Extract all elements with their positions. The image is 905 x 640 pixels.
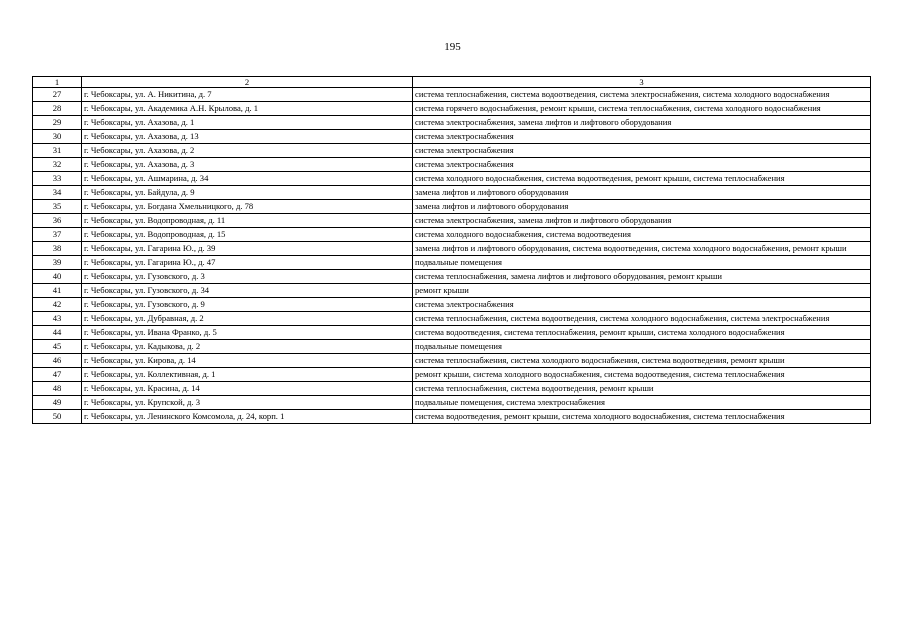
row-number-cell: 41 [33,284,82,298]
address-cell: г. Чебоксары, ул. Красина, д. 14 [82,382,413,396]
table-row [33,214,871,228]
address-cell: г. Чебоксары, ул. Байдула, д. 9 [82,186,413,200]
address-cell: г. Чебоксары, ул. Крупской, д. 3 [82,396,413,410]
row-number-cell: 30 [33,130,82,144]
table-row [33,256,871,270]
row-number-cell: 38 [33,242,82,256]
table-row [33,158,871,172]
table-row [33,354,871,368]
works-cell: замена лифтов и лифтового оборудования, система водоотведения, система холодного водоснабжения, ремонт крыши [413,242,871,256]
works-cell: ремонт крыши, система холодного водоснабжения, система водоотведения, система теплоснабжения [413,368,871,382]
works-cell: система теплоснабжения, система водоотведения, ремонт крыши [413,382,871,396]
address-cell: г. Чебоксары, ул. Водопроводная, д. 15 [82,228,413,242]
address-cell: г. Чебоксары, ул. Водопроводная, д. 11 [82,214,413,228]
row-number-cell: 50 [33,410,82,424]
table-row [33,228,871,242]
table-row [33,410,871,424]
row-number-cell: 27 [33,88,82,102]
row-number-cell: 49 [33,396,82,410]
works-cell: система теплоснабжения, система водоотведения, система электроснабжения, система холодного водоснабжения [413,88,871,102]
address-cell: г. Чебоксары, ул. Ахазова, д. 3 [82,158,413,172]
table-row [33,88,871,102]
works-table [32,76,871,424]
works-cell: система холодного водоснабжения, система водоотведения, ремонт крыши, система теплоснабжения [413,172,871,186]
works-cell: система водоотведения, система теплоснабжения, ремонт крыши, система холодного водоснабжения [413,326,871,340]
column-header-number: 1 [33,77,82,88]
address-cell: г. Чебоксары, ул. Богдана Хмельницкого, д. 78 [82,200,413,214]
row-number-cell: 42 [33,298,82,312]
row-number-cell: 46 [33,354,82,368]
address-cell: г. Чебоксары, ул. Гузовского, д. 3 [82,270,413,284]
address-cell: г. Чебоксары, ул. Коллективная, д. 1 [82,368,413,382]
address-cell: г. Чебоксары, ул. Гагарина Ю., д. 39 [82,242,413,256]
address-cell: г. Чебоксары, ул. Дубравная, д. 2 [82,312,413,326]
works-cell: система теплоснабжения, система холодного водоснабжения, система водоотведения, ремонт крыши [413,354,871,368]
row-number-cell: 36 [33,214,82,228]
table-row [33,284,871,298]
address-cell: г. Чебоксары, ул. Ивана Франко, д. 5 [82,326,413,340]
address-cell: г. Чебоксары, ул. Ахазова, д. 1 [82,116,413,130]
row-number-cell: 29 [33,116,82,130]
address-cell: г. Чебоксары, ул. Гузовского, д. 9 [82,298,413,312]
row-number-cell: 33 [33,172,82,186]
works-cell: система горячего водоснабжения, ремонт крыши, система теплоснабжения, система холодного водоснабжения [413,102,871,116]
table-row [33,200,871,214]
table-row [33,340,871,354]
row-number-cell: 40 [33,270,82,284]
page-number: 195 [444,41,461,53]
row-number-cell: 44 [33,326,82,340]
works-cell: система холодного водоснабжения, система водоотведения [413,228,871,242]
address-cell: г. Чебоксары, ул. Ахазова, д. 2 [82,144,413,158]
row-number-cell: 28 [33,102,82,116]
row-number-cell: 39 [33,256,82,270]
address-cell: г. Чебоксары, ул. Кирова, д. 14 [82,354,413,368]
table-row [33,186,871,200]
works-cell: подвальные помещения, система электроснабжения [413,396,871,410]
table-row [33,312,871,326]
row-number-cell: 35 [33,200,82,214]
table-row [33,130,871,144]
works-cell: система водоотведения, ремонт крыши, система холодного водоснабжения, система теплоснабжения [413,410,871,424]
row-number-cell: 45 [33,340,82,354]
works-cell: замена лифтов и лифтового оборудования [413,186,871,200]
address-cell: г. Чебоксары, ул. Ленинского Комсомола, д. 24, корп. 1 [82,410,413,424]
address-cell: г. Чебоксары, ул. Гагарина Ю., д. 47 [82,256,413,270]
table-row [33,368,871,382]
table-row [33,172,871,186]
table-header-row [33,77,871,88]
works-cell: замена лифтов и лифтового оборудования [413,200,871,214]
address-cell: г. Чебоксары, ул. А. Никитина, д. 7 [82,88,413,102]
works-cell: подвальные помещения [413,256,871,270]
table-row [33,270,871,284]
row-number-cell: 48 [33,382,82,396]
row-number-cell: 47 [33,368,82,382]
works-cell: система электроснабжения [413,298,871,312]
table-row [33,382,871,396]
table-row [33,326,871,340]
works-cell: система электроснабжения [413,144,871,158]
table-row [33,102,871,116]
address-cell: г. Чебоксары, ул. Ахазова, д. 13 [82,130,413,144]
column-header-address: 2 [82,77,413,88]
table-row [33,242,871,256]
table-row [33,144,871,158]
works-cell: ремонт крыши [413,284,871,298]
row-number-cell: 34 [33,186,82,200]
table-row [33,298,871,312]
column-header-works: 3 [413,77,871,88]
works-cell: система электроснабжения, замена лифтов и лифтового оборудования [413,214,871,228]
works-cell: система электроснабжения [413,130,871,144]
address-cell: г. Чебоксары, ул. Кадыкова, д. 2 [82,340,413,354]
address-cell: г. Чебоксары, ул. Академика А.Н. Крылова, д. 1 [82,102,413,116]
row-number-cell: 32 [33,158,82,172]
row-number-cell: 31 [33,144,82,158]
works-cell: система электроснабжения [413,158,871,172]
row-number-cell: 37 [33,228,82,242]
works-cell: система теплоснабжения, замена лифтов и лифтового оборудования, ремонт крыши [413,270,871,284]
address-cell: г. Чебоксары, ул. Гузовского, д. 34 [82,284,413,298]
row-number-cell: 43 [33,312,82,326]
table-row [33,396,871,410]
works-cell: система электроснабжения, замена лифтов и лифтового оборудования [413,116,871,130]
address-cell: г. Чебоксары, ул. Ашмарина, д. 34 [82,172,413,186]
table-row [33,116,871,130]
works-cell: система теплоснабжения, система водоотведения, система холодного водоснабжения, система электроснабжения [413,312,871,326]
works-cell: подвальные помещения [413,340,871,354]
